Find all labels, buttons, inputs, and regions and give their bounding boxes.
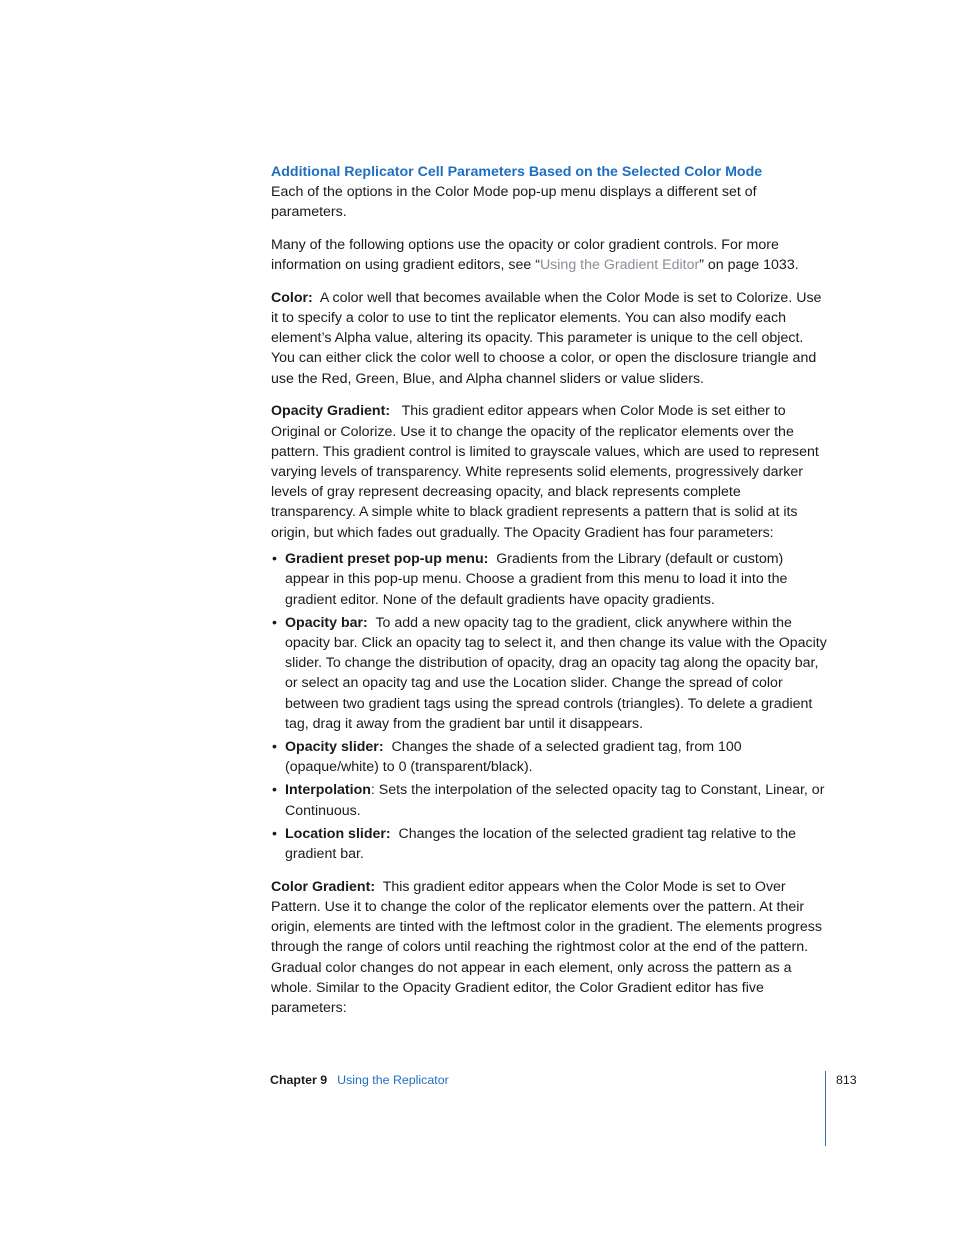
bullet-text: Gradients from the Library (default or custom) appear in this pop-up menu. Choose a gradient from this menu to load it into the gradient editor. None of the default gradients have opacity gradients. [285, 551, 788, 608]
chapter-label: Chapter 9 [270, 1073, 328, 1087]
section-heading: Additional Replicator Cell Parameters Based on the Selected Color Mode [271, 164, 763, 180]
color-gradient-text: This gradient editor appears when the Color Mode is set to Over Pattern. Use it to change the color of the replicator elements over the pattern. At their origin, elements are tinted with the leftmost color in the gradient. The elements progress through the range of colors until reaching the rightmost color at the end of the pattern. Gradual color changes do not appear in each element, only across the pattern as a whole. Similar to the Opacity Gradient editor, the Color Gradient editor has five parameters: [271, 878, 822, 1017]
color-paragraph [271, 288, 827, 389]
chapter-title-link[interactable]: Using the Replicator [337, 1073, 449, 1087]
list-item [271, 780, 827, 820]
opacity-gradient-label: Opacity Gradient: [271, 403, 391, 420]
color-label: Color: [271, 289, 313, 306]
bullet-icon: • [272, 782, 277, 799]
bullet-text: : Sets the interpolation of the selected opacity tag to Constant, Linear, or Continuous. [285, 782, 825, 819]
color-text: A color well that becomes available when the Color Mode is set to Colorize. Use it to specify a color to use to tint the replicator elements. You can also modify each element’s Alpha value, altering its opacity. This parameter is unique to the cell object. You can either click the color well to choose a color, or open the disclosure triangle and use the Red, Green, Blue, and Alpha channel sliders or value sliders. [271, 289, 822, 387]
footer-divider [825, 1071, 826, 1146]
gradient-note-after: ” on page 1033. [699, 257, 799, 274]
gradient-editor-link[interactable]: Using the Gradient Editor [539, 257, 700, 274]
bullet-text: Changes the shade of a selected gradient tag, from 100 (opaque/white) to 0 (transparent/black). [285, 739, 742, 776]
gradient-note-before: Many of the following options use the opacity or color gradient controls. For more information on using gradient editors, see “ [271, 236, 779, 274]
bullet-label: Location slider: [285, 825, 391, 842]
bullet-label: Opacity bar: [285, 614, 368, 631]
bullet-label: Gradient preset pop-up menu: [285, 551, 489, 568]
bullet-icon: • [272, 614, 277, 631]
page-content [271, 162, 827, 1031]
opacity-gradient-text: This gradient editor appears when Color Mode is set either to Original or Colorize. Use it to change the opacity of the replicator elements over the pattern. This gradient control is limited to grayscale values, which are used to represent varying levels of transparency. White represents solid elements, progressively darker levels of gray represent decreasing opacity, and black represents complete transparency. A simple white to black gradient represents a pattern that is solid at its origin, but which fades out gradually. The Opacity Gradient has four parameters: [271, 403, 819, 541]
list-item [271, 824, 827, 864]
intro-paragraph: Each of the options in the Color Mode pop-up menu displays a different set of parameters. [271, 184, 757, 221]
bullet-label: Opacity slider: [285, 739, 384, 756]
opacity-gradient-parameter-list [271, 549, 827, 864]
bullet-icon: • [272, 739, 277, 756]
color-gradient-paragraph [271, 877, 827, 1018]
color-gradient-label: Color Gradient: [271, 878, 376, 895]
bullet-icon: • [272, 825, 277, 842]
bullet-text: Changes the location of the selected gradient tag relative to the gradient bar. [285, 825, 797, 863]
bullet-label: Interpolation [285, 782, 371, 799]
bullet-text: To add a new opacity tag to the gradient, click anywhere within the opacity bar. Click an opacity tag to select it, and then change its value with the Opacity slider. To change the distribution of opacity, drag an opacity tag along the opacity bar, or select an opacity tag and use the Location slider. Change the spread of color between two gradient tags using the spread controls (triangles). To delete a gradient tag, drag it away from the gradient bar until it disappears. [285, 614, 827, 732]
page-footer [270, 1071, 449, 1089]
page-number: 813 [836, 1073, 857, 1087]
gradient-note-paragraph [271, 235, 827, 275]
list-item [271, 737, 827, 777]
list-item [271, 549, 827, 610]
list-item [271, 613, 827, 734]
bullet-icon: • [272, 551, 277, 568]
opacity-gradient-paragraph [271, 401, 827, 542]
